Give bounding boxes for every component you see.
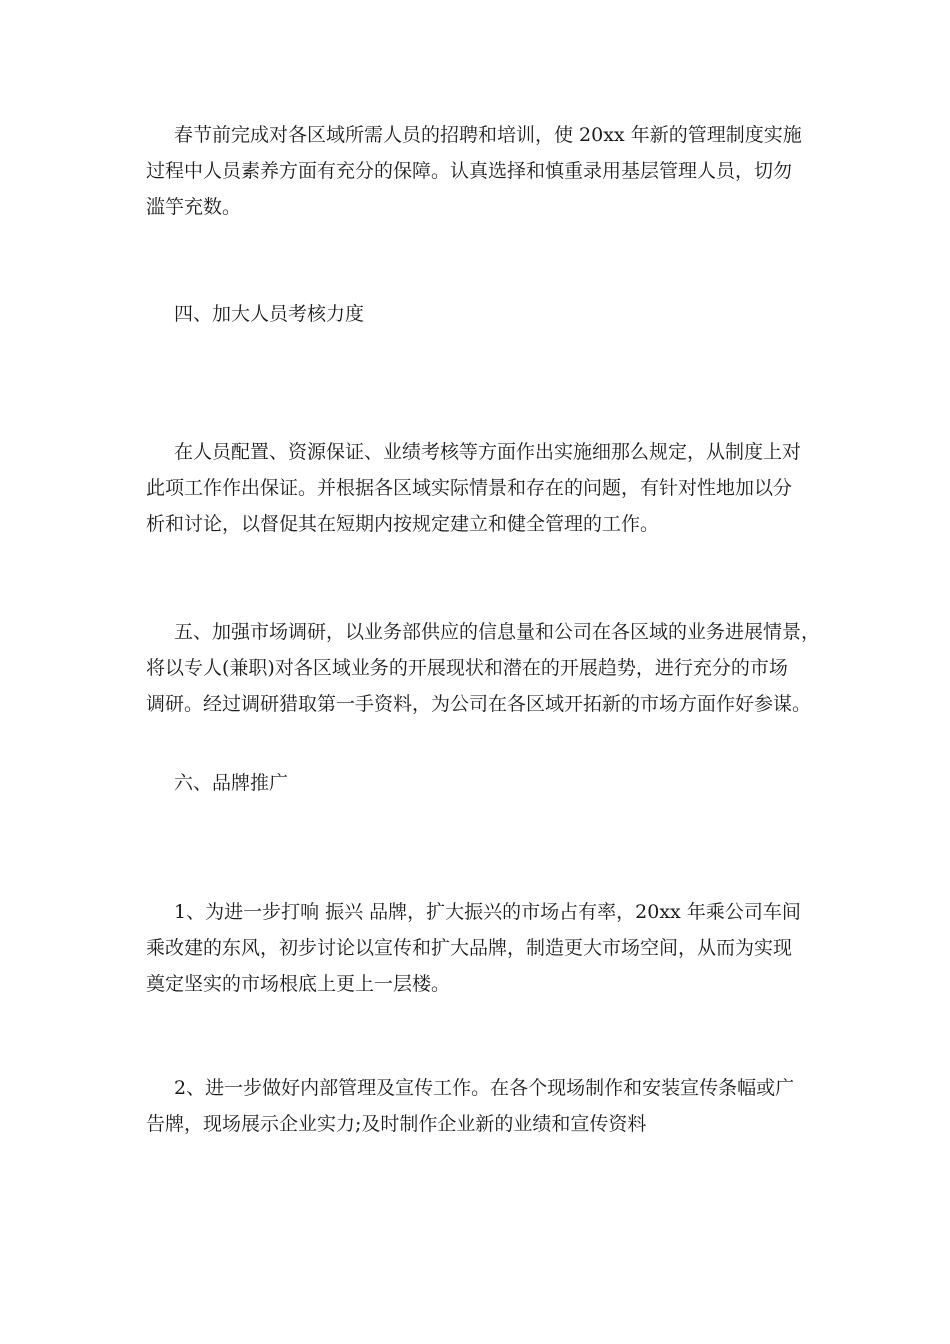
- paragraph-assessment: [146, 434, 826, 542]
- heading-section-six: [146, 765, 826, 801]
- text-line: 将以专人(兼职)对各区域业务的开展现状和潜在的开展趋势，进行充分的市场: [146, 657, 788, 679]
- text-line: 奠定坚实的市场根底上更上一层楼。: [146, 973, 451, 995]
- paragraph-market-research: [146, 614, 826, 722]
- text-line: 调研。经过调研猎取第一手资料，为公司在各区域开拓新的市场方面作好参谋。: [146, 693, 812, 715]
- text-line: 五、加强市场调研，以业务部供应的信息量和公司在各区域的业务进展情景，: [174, 621, 821, 643]
- paragraph-brand-1: [146, 894, 826, 1002]
- text-line: 乘改建的东风，初步讨论以宣传和扩大品牌，制造更大市场空间，从而为实现: [146, 937, 793, 959]
- text-line: 此项工作作出保证。并根据各区域实际情景和存在的问题，有针对性地加以分: [146, 477, 793, 499]
- heading-text: 六、品牌推广: [174, 772, 289, 794]
- text-line: 1、为进一步打响 振兴 品牌，扩大振兴的市场占有率，20xx 年乘公司车间: [174, 901, 801, 923]
- text-line: 过程中人员素养方面有充分的保障。认真选择和慎重录用基层管理人员，切勿: [146, 160, 793, 182]
- text-line: 析和讨论，以督促其在短期内按规定建立和健全管理的工作。: [146, 513, 660, 535]
- heading-section-four: [146, 296, 826, 332]
- text-line: 在人员配置、资源保证、业绩考核等方面作出实施细那么规定，从制度上对: [174, 441, 802, 463]
- paragraph-brand-2: [146, 1070, 826, 1142]
- paragraph-recruitment: [146, 117, 826, 225]
- text-line: 春节前完成对各区域所需人员的招聘和培训，使 20xx 年新的管理制度实施: [174, 124, 802, 146]
- text-line: 滥竽充数。: [146, 196, 242, 218]
- heading-text: 四、加大人员考核力度: [174, 303, 365, 325]
- text-line: 告牌，现场展示企业实力;及时制作企业新的业绩和宣传资料: [146, 1113, 647, 1135]
- text-line: 2、进一步做好内部管理及宣传工作。在各个现场制作和安装宣传条幅或广: [174, 1077, 795, 1099]
